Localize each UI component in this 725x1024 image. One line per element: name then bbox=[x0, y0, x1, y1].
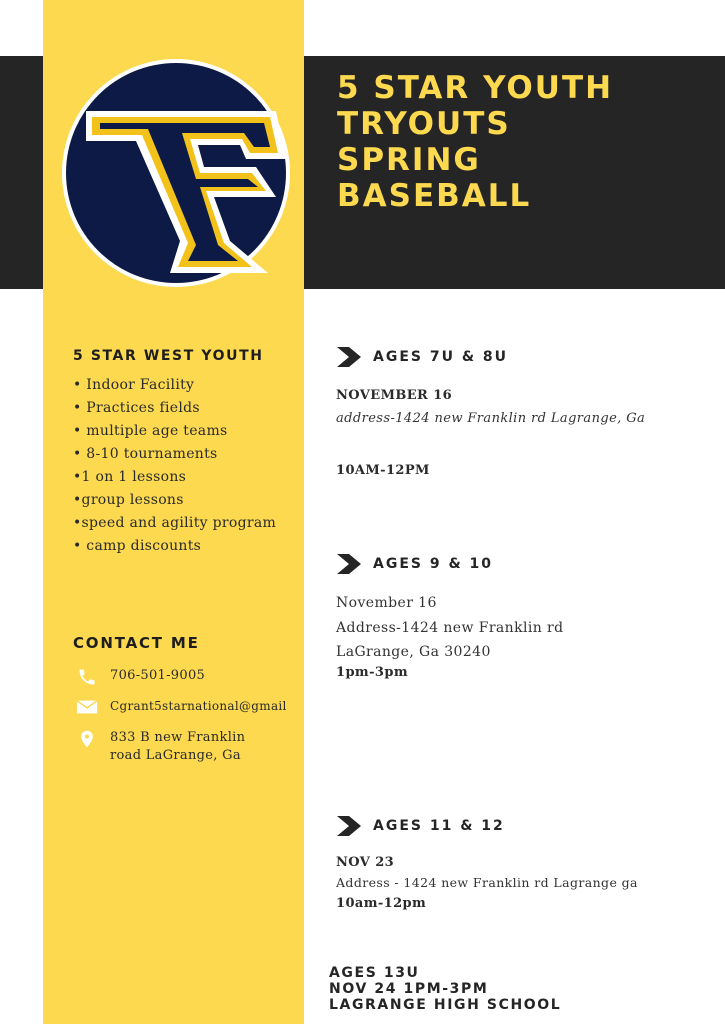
chevron-right-icon bbox=[337, 347, 361, 367]
footer-line-2: NOV 24 1PM-3PM bbox=[329, 981, 489, 997]
footer-line-1: AGES 13U bbox=[329, 965, 420, 981]
section-time: 1pm-3pm bbox=[336, 665, 408, 680]
headline-line-2: TRYOUTS bbox=[337, 106, 511, 142]
section-date: November 16 bbox=[336, 595, 437, 611]
section-address: Address-1424 new Franklin rd LaGrange, Ga 30240 bbox=[336, 620, 564, 660]
feature-list bbox=[73, 374, 288, 558]
contact-title: CONTACT ME bbox=[73, 634, 200, 652]
feature-item: •speed and agility program bbox=[73, 515, 277, 531]
street-address: 833 B new Franklin road LaGrange, Ga bbox=[110, 730, 246, 763]
phone-icon bbox=[76, 667, 98, 687]
section-date: NOVEMBER 16 bbox=[336, 388, 453, 403]
email-address: Cgrant5starnational@gmail bbox=[110, 699, 287, 713]
feature-item: • Practices fields bbox=[73, 400, 200, 416]
footer-13u bbox=[329, 965, 561, 1013]
location-pin-icon bbox=[76, 729, 98, 749]
chevron-right-icon bbox=[337, 554, 361, 574]
headline-line-3: SPRING bbox=[337, 142, 481, 178]
f-monogram-logo bbox=[60, 57, 292, 289]
envelope-icon bbox=[76, 697, 98, 717]
headline bbox=[337, 70, 613, 214]
section-time: 10am-12pm bbox=[336, 896, 427, 911]
feature-item: •1 on 1 lessons bbox=[73, 469, 187, 485]
headline-line-1: 5 STAR YOUTH bbox=[337, 70, 614, 106]
phone-number: 706-501-9005 bbox=[110, 668, 206, 683]
feature-item: • 8-10 tournaments bbox=[73, 446, 218, 462]
headline-line-4: BASEBALL bbox=[337, 178, 532, 214]
contact-phone[interactable] bbox=[76, 667, 205, 687]
section-address: Address - 1424 new Franklin rd Lagrange ga bbox=[336, 875, 638, 890]
feature-item: • multiple age teams bbox=[73, 423, 228, 439]
sidebar-title: 5 STAR WEST YOUTH bbox=[73, 348, 264, 364]
section-heading-7u-8u bbox=[337, 347, 508, 367]
section-heading-label: AGES 7U & 8U bbox=[373, 349, 509, 365]
feature-item: • Indoor Facility bbox=[73, 377, 195, 393]
section-heading-11-12 bbox=[337, 816, 505, 836]
section-address: address-1424 new Franklin rd Lagrange, Ga bbox=[336, 411, 646, 426]
contact-email[interactable] bbox=[76, 697, 287, 717]
section-heading-label: AGES 9 & 10 bbox=[373, 556, 494, 572]
section-time: 10AM-12PM bbox=[336, 463, 430, 478]
section-date: NOV 23 bbox=[336, 855, 395, 870]
feature-item: •group lessons bbox=[73, 492, 184, 508]
chevron-right-icon bbox=[337, 816, 361, 836]
contact-address[interactable] bbox=[76, 729, 270, 765]
feature-item: • camp discounts bbox=[73, 538, 202, 554]
section-heading-9-10 bbox=[337, 554, 493, 574]
section-heading-label: AGES 11 & 12 bbox=[373, 818, 505, 834]
footer-line-3: LAGRANGE HIGH SCHOOL bbox=[329, 997, 562, 1013]
